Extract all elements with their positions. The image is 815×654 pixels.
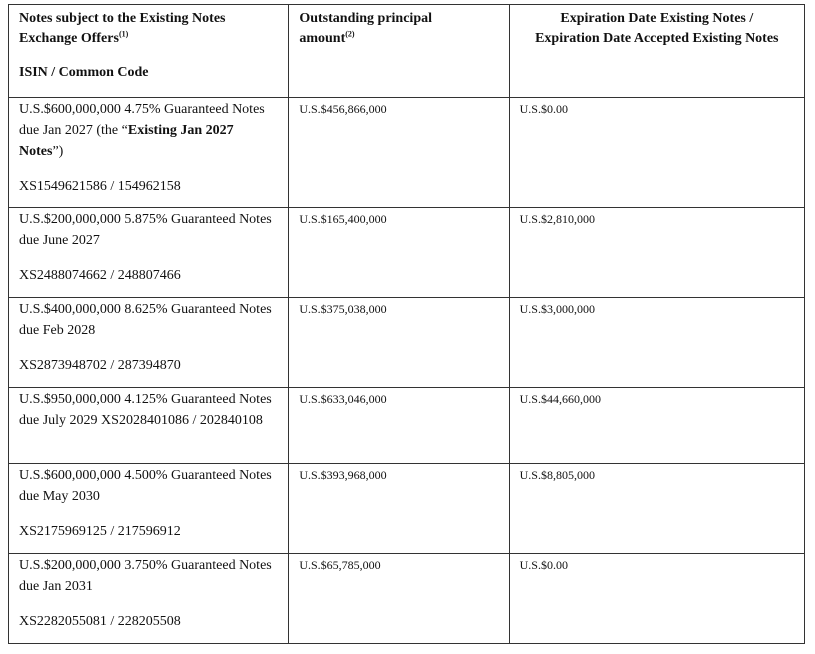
expiration-amount: U.S.$8,805,000 [509,464,804,554]
principal-amount: U.S.$65,785,000 [289,554,509,644]
header-expiration [509,5,804,98]
note-description-cell [9,208,289,298]
note-description [19,102,265,159]
header-principal-line2: amount [299,31,346,46]
note-description-cell [9,388,289,464]
note-description-cell [9,464,289,554]
header-notes-line2: Exchange Offers [19,31,119,46]
isin-code: XS2488074662 / 248807466 [19,268,181,283]
header-notes-line1: Notes subject to the Existing Notes [19,11,226,26]
expiration-amount: U.S.$0.00 [509,98,804,208]
note-description: U.S.$400,000,000 8.625% Guaranteed Notes due Feb 2028 [19,302,272,338]
principal-amount: U.S.$456,866,000 [289,98,509,208]
expiration-amount: U.S.$0.00 [509,554,804,644]
table-row [9,554,805,644]
note-description-end: ”) [52,144,64,159]
note-description: U.S.$600,000,000 4.500% Guaranteed Notes due May 2030 [19,468,272,504]
principal-amount: U.S.$375,038,000 [289,298,509,388]
table-row [9,208,805,298]
note-description-cell [9,298,289,388]
note-description: U.S.$200,000,000 3.750% Guaranteed Notes due Jan 2031 [19,558,272,594]
header-notes [9,5,289,98]
principal-amount: U.S.$393,968,000 [289,464,509,554]
table-row [9,388,805,464]
note-description: U.S.$200,000,000 5.875% Guaranteed Notes due June 2027 [19,212,272,248]
expiration-amount: U.S.$2,810,000 [509,208,804,298]
table-header-row [9,5,805,98]
header-expiration-line2: Expiration Date Accepted Existing Notes [535,31,779,46]
table-row [9,98,805,208]
principal-amount: U.S.$165,400,000 [289,208,509,298]
expiration-amount: U.S.$3,000,000 [509,298,804,388]
isin-code: XS2873948702 / 287394870 [19,358,181,373]
isin-code: XS1549621586 / 154962158 [19,179,181,194]
defined-term: Existing Jan 2027 Notes [19,123,234,159]
note-description: U.S.$950,000,000 4.125% Guaranteed Notes due July 2029 XS2028401086 / 202840108 [19,392,272,428]
footnote-ref-2: (2) [345,29,355,39]
footnote-ref-1: (1) [118,29,129,39]
isin-code: XS2175969125 / 217596912 [19,524,181,539]
notes-table [8,4,805,644]
header-principal-line1: Outstanding principal [299,11,432,26]
note-description-text: U.S.$600,000,000 4.75% Guaranteed Notes due Jan 2027 (the “ [19,102,265,138]
table-row [9,464,805,554]
expiration-amount: U.S.$44,660,000 [509,388,804,464]
table-row [9,298,805,388]
principal-amount: U.S.$633,046,000 [289,388,509,464]
header-isin: ISIN / Common Code [19,65,149,80]
header-expiration-line1: Expiration Date Existing Notes / [560,11,754,26]
note-description-cell [9,98,289,208]
isin-code: XS2282055081 / 228205508 [19,614,181,629]
header-principal [289,5,509,98]
note-description-cell [9,554,289,644]
